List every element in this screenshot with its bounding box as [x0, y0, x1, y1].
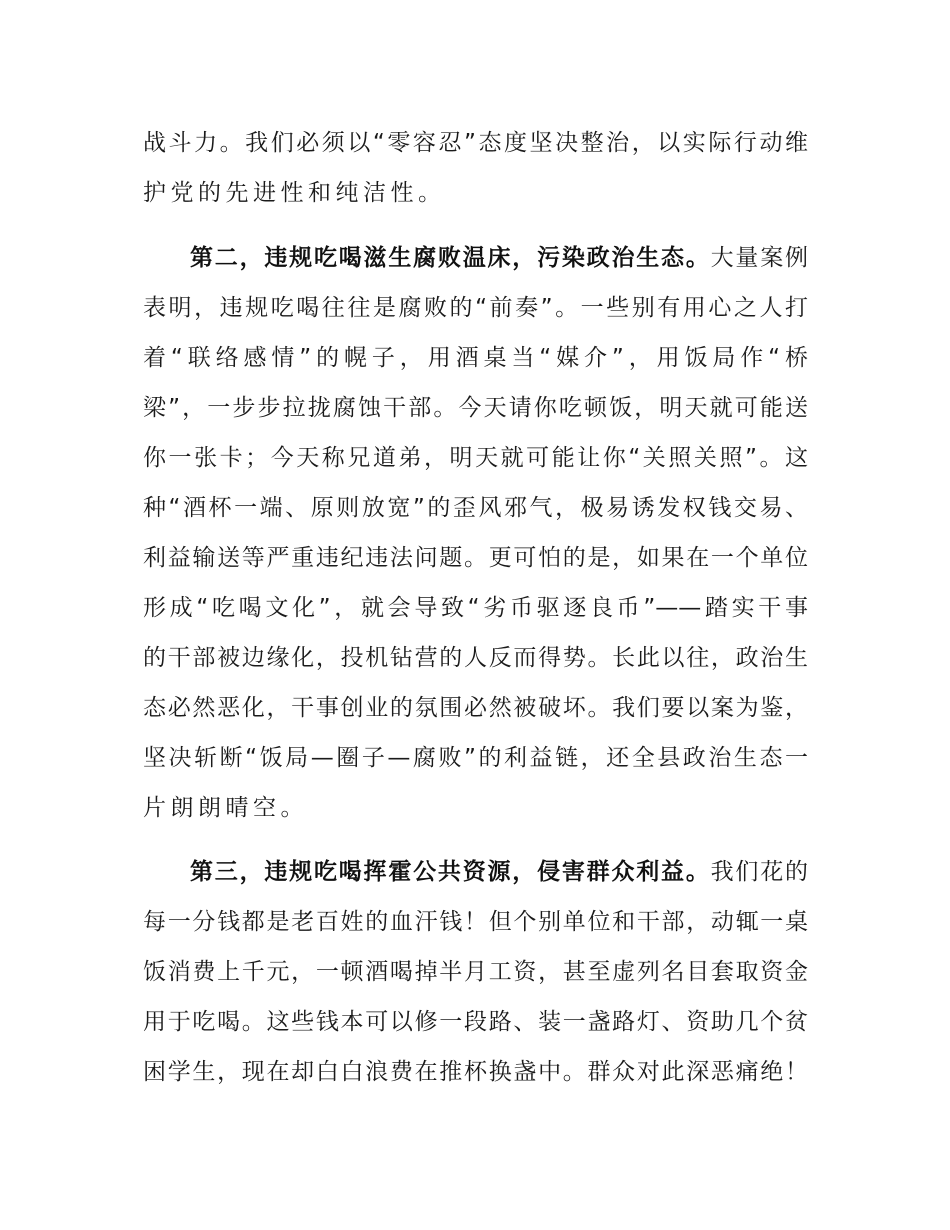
- paragraph-2-line-7: 利益输送等严重违纪违法问题。更可怕的是，如果在一个单位: [143, 545, 808, 571]
- paragraph-2-line-8: 形成“吃喝文化”，就会导致“劣币驱逐良币”——踏实干事: [143, 595, 808, 621]
- paragraph-2-line-9: 的干部被边缘化，投机钻营的人反而得势。长此以往，政治生: [143, 645, 808, 671]
- paragraph-2-line-10: 态必然恶化，干事创业的氛围必然被破坏。我们要以案为鉴，: [143, 695, 808, 721]
- paragraph-1-line-1: 战斗力。我们必须以“零容忍”态度坚决整治，以实际行动维: [143, 130, 808, 156]
- paragraph-3-line-3: 饭消费上千元，一顿酒喝掉半月工资，甚至虚列名目套取资金: [143, 959, 808, 985]
- paragraph-2-line-1-rest: 大量案例: [710, 245, 809, 271]
- paragraph-1-line-2: 护党的先进性和纯洁性。: [143, 180, 446, 206]
- paragraph-2-line-5: 你一张卡；今天称兄道弟，明天就可能让你“关照关照”。这: [143, 445, 808, 471]
- paragraph-3-line-4: 用于吃喝。这些钱本可以修一段路、装一盏路灯、资助几个贫: [143, 1009, 808, 1035]
- paragraph-2-line-11: 坚决斩断“饭局—圈子—腐败”的利益链，还全县政治生态一: [143, 745, 808, 771]
- paragraph-2-line-4: 梁”，一步步拉拢腐蚀干部。今天请你吃顿饭，明天就可能送: [143, 395, 808, 421]
- paragraph-2-heading: 第二，违规吃喝滋生腐败温床，污染政治生态。: [190, 245, 711, 271]
- paragraph-3-line-1-rest: 我们花的: [710, 859, 809, 885]
- paragraph-2-line-12: 片朗朗晴空。: [143, 795, 308, 821]
- paragraph-2-line-6: 种“酒杯一端、原则放宽”的歪风邪气，极易诱发权钱交易、: [143, 495, 808, 521]
- paragraph-3-line-2: 每一分钱都是老百姓的血汗钱！但个别单位和干部，动辄一桌: [143, 909, 808, 935]
- paragraph-3-line-1: [190, 856, 808, 888]
- paragraph-2-line-1: [190, 242, 808, 274]
- paragraph-2-line-3: 着“联络感情”的幌子，用酒桌当“媒介”，用饭局作“桥: [143, 345, 808, 371]
- paragraph-3-line-5: 困学生，现在却白白浪费在推杯换盏中。群众对此深恶痛绝！: [143, 1059, 808, 1085]
- paragraph-2-line-2: 表明，违规吃喝往往是腐败的“前奏”。一些别有用心之人打: [143, 295, 808, 321]
- paragraph-3-heading: 第三，违规吃喝挥霍公共资源，侵害群众利益。: [190, 859, 711, 885]
